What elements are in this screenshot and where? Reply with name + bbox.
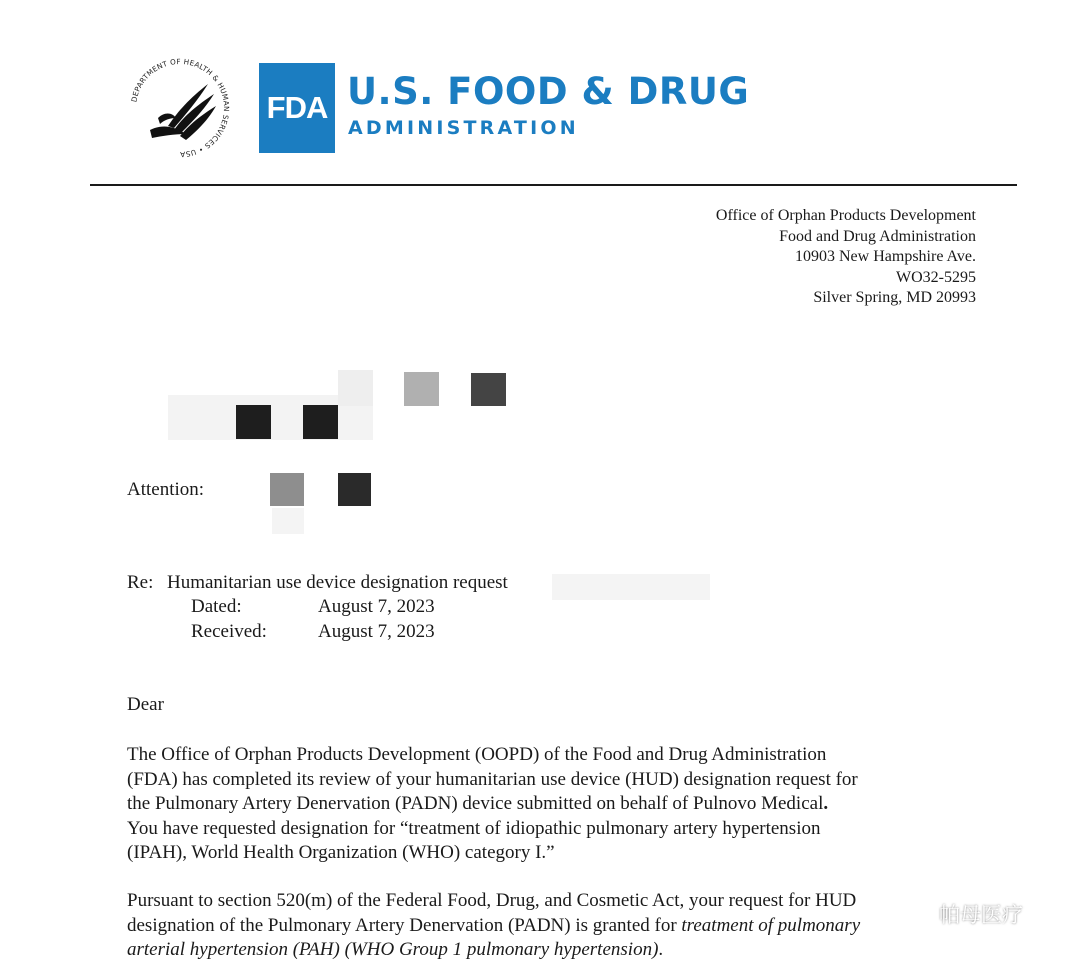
seal-text: DEPARTMENT OF HEALTH & HUMAN SERVICES • USA — [129, 56, 232, 160]
redaction-block — [236, 405, 271, 439]
re-label: Re: — [127, 572, 154, 593]
agency-subtitle: ADMINISTRATION — [348, 117, 579, 139]
watermark-text: 帕母医疗 — [939, 903, 1023, 927]
re-subject: Humanitarian use device designation request — [167, 572, 508, 593]
received-label: Received: — [191, 621, 267, 642]
salutation: Dear — [127, 694, 164, 715]
redaction-block — [270, 473, 304, 506]
wechat-channel-icon — [895, 896, 931, 932]
paragraph-line: (FDA) has completed its review of your humanitarian use device (HUD) designation request for — [127, 768, 858, 790]
paragraph-line: The Office of Orphan Products Development (OOPD) of the Food and Drug Administration — [127, 744, 827, 765]
paragraph-line: the Pulmonary Artery Denervation (PADN) device submitted on behalf of Pulnovo Medical. — [127, 793, 829, 814]
attention-label: Attention: — [127, 479, 205, 500]
fda-logo-text: FDA — [266, 90, 328, 125]
paragraph-line: designation of the Pulmonary Artery Denervation (PADN) is granted for treatment of pulmonary — [127, 914, 861, 936]
redaction-block — [471, 373, 506, 406]
address-line: WO32-5295 — [896, 268, 976, 286]
agency-title: U.S. FOOD & DRUG — [347, 70, 750, 113]
fda-logo-box — [259, 63, 335, 153]
received-value: August 7, 2023 — [318, 621, 435, 642]
dated-value: August 7, 2023 — [318, 596, 435, 617]
paragraph-line: arterial hypertension (PAH) (WHO Group 1 pulmonary hypertension). — [127, 939, 664, 960]
svg-text:DEPARTMENT OF HEALTH & HUMAN S — [129, 57, 231, 159]
return-address — [716, 206, 976, 309]
address-line: Silver Spring, MD 20993 — [813, 289, 976, 306]
redaction-block — [338, 370, 373, 406]
redaction-block — [338, 473, 371, 506]
paragraph-line: You have requested designation for “treatment of idiopathic pulmonary artery hypertension — [127, 817, 821, 839]
header-divider — [90, 184, 1017, 186]
address-line: Food and Drug Administration — [779, 227, 976, 245]
hhs-seal-logo — [128, 56, 232, 160]
redaction-block — [303, 405, 338, 439]
address-line: 10903 New Hampshire Ave. — [795, 248, 976, 265]
dated-label: Dated: — [191, 596, 242, 617]
address-line: Office of Orphan Products Development — [715, 207, 976, 224]
body-paragraph-1 — [127, 743, 957, 866]
redaction-block — [552, 574, 710, 600]
redaction-block — [272, 508, 304, 534]
paragraph-line: (IPAH), World Health Organization (WHO) category I.” — [127, 842, 555, 863]
watermark — [895, 896, 1023, 932]
body-paragraph-2 — [127, 889, 957, 963]
paragraph-line: Pursuant to section 520(m) of the Federal Food, Drug, and Cosmetic Act, your request for HUD — [127, 890, 857, 911]
redaction-block — [404, 372, 439, 406]
